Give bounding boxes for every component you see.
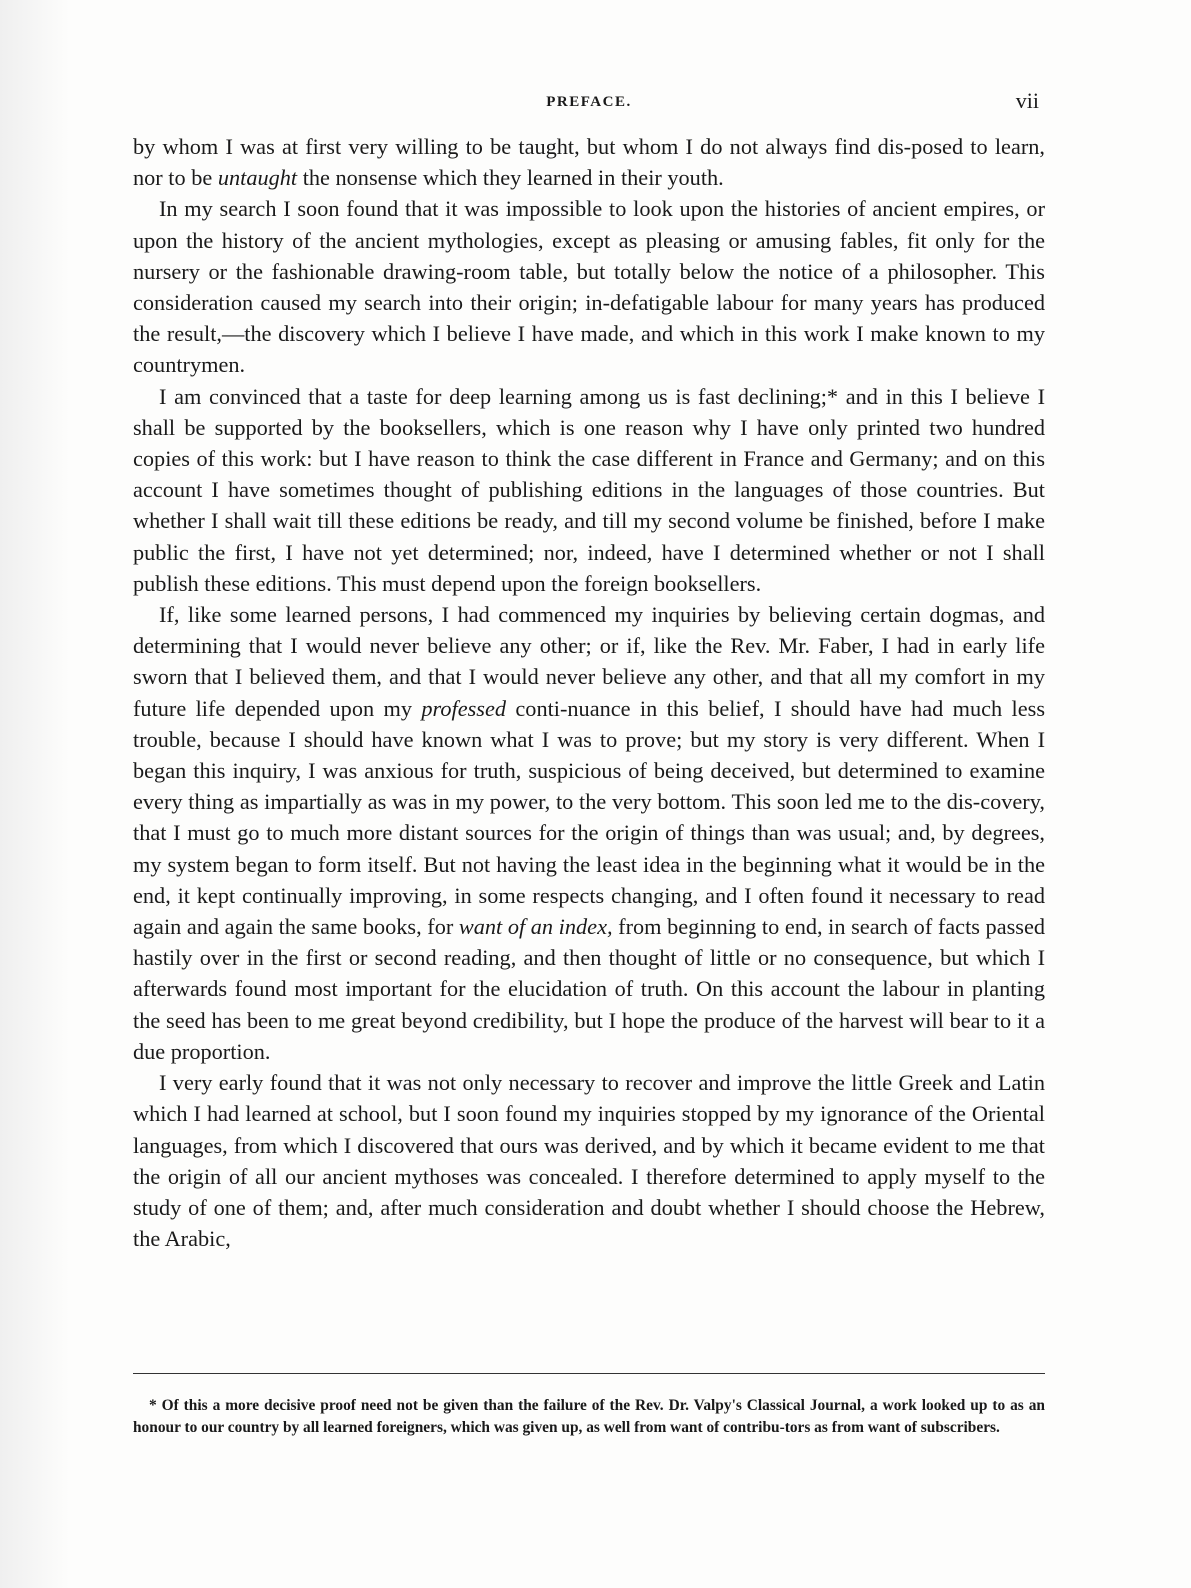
paragraph: In my search I soon found that it was impossible to look upon the histories of ancient empires, or upon the history of the ancient mythologies, except as pleasing or amusing fables, fit only for the nursery or the fashionable drawing-room table, but totally below the notice of a philosopher. This consideration caused my search into their origin; in-defatigable labour for many years has produced the result,—the discovery which I believe I have made, and which in this work I make known to my countrymen. bbox=[133, 196, 1045, 378]
paragraph: I am convinced that a taste for deep learning among us is fast declining;* and in this I believe I shall be supported by the booksellers, which is one reason why I have only printed two hundred copies of this work: but I have reason to think the case different in France and Germany; and on this account I have sometimes thought of publishing editions in the languages of those countries. But whether I shall wait till these editions be ready, and till my second volume be finished, before I make public the first, I have not yet determined; nor, indeed, have I determined whether or not I shall publish these editions. This must depend upon the foreign booksellers. bbox=[133, 383, 1045, 596]
text-run: from beginning to end, in search of facts passed hastily over in the first or second reading, and then thought of little or no consequence, but which I afterwards found most important for the elucidation of truth. On this account the labour in planting the seed has been to me great beyond credibility, but I hope the produce of the harvest will bear to it a due proportion. bbox=[133, 914, 1045, 1064]
paragraph: I very early found that it was not only necessary to recover and improve the little Greek and Latin which I had learned at school, but I soon found my inquiries stopped by my ignorance of the Oriental languages, from which I discovered that ours was derived, and by which it became evident to me that the origin of all our ancient mythoses was concealed. I therefore determined to apply myself to the study of one of them; and, after much consideration and doubt whether I should choose the Hebrew, the Arabic, bbox=[133, 1070, 1045, 1252]
italic-text: want of an index, bbox=[458, 914, 613, 940]
italic-text: professed bbox=[421, 695, 507, 721]
body-text bbox=[133, 131, 1045, 1254]
page-gutter-shadow bbox=[0, 0, 70, 1588]
text-run: by whom I was at first very willing to be taught, but whom I do not always find dis-posed to learn, nor to be bbox=[133, 134, 1045, 191]
text-run: conti-nuance in this belief, I should have had much less trouble, because I should have known what I was to prove; but my story is very different. When I began this inquiry, I was anxious for truth, suspicious of being deceived, but determined to examine every thing as impartially as was in my power, to the very bottom. This soon led me to the dis-covery, that I must go to much more distant sources for the origin of things than was usual; and, by degrees, my system began to form itself. But not having the least idea in the beginning what it would be in the end, it kept continually improving, in some respects changing, and I often found it necessary to read again and again the same books, for bbox=[133, 695, 1045, 940]
italic-text: untaught bbox=[217, 165, 298, 191]
text-run: the nonsense which they learned in their youth. bbox=[297, 165, 724, 191]
text-run: If, like some learned persons, I had commenced my inquiries by believing certain dogmas, and determining that I would never believe any other; or if, like the Rev. Mr. Faber, I had in early life sworn that I believed them, and that I would never believe any other, and that all my comfort in my future life depended upon my bbox=[133, 602, 1045, 721]
paragraph-continued bbox=[133, 131, 1045, 193]
running-head bbox=[133, 88, 1045, 118]
running-title: PREFACE. bbox=[546, 94, 632, 110]
paragraph bbox=[133, 599, 1045, 1067]
footnote-rule bbox=[133, 1373, 1045, 1374]
footnote: * Of this a more decisive proof need not be given than the failure of the Rev. Dr. Valpy's Classical Journal, a work looked up to as an honour to our country by all learned foreigners, which was given up, as well from want of contribu-tors as from want of subscribers. bbox=[133, 1397, 1045, 1436]
page-number: vii bbox=[1015, 88, 1039, 113]
